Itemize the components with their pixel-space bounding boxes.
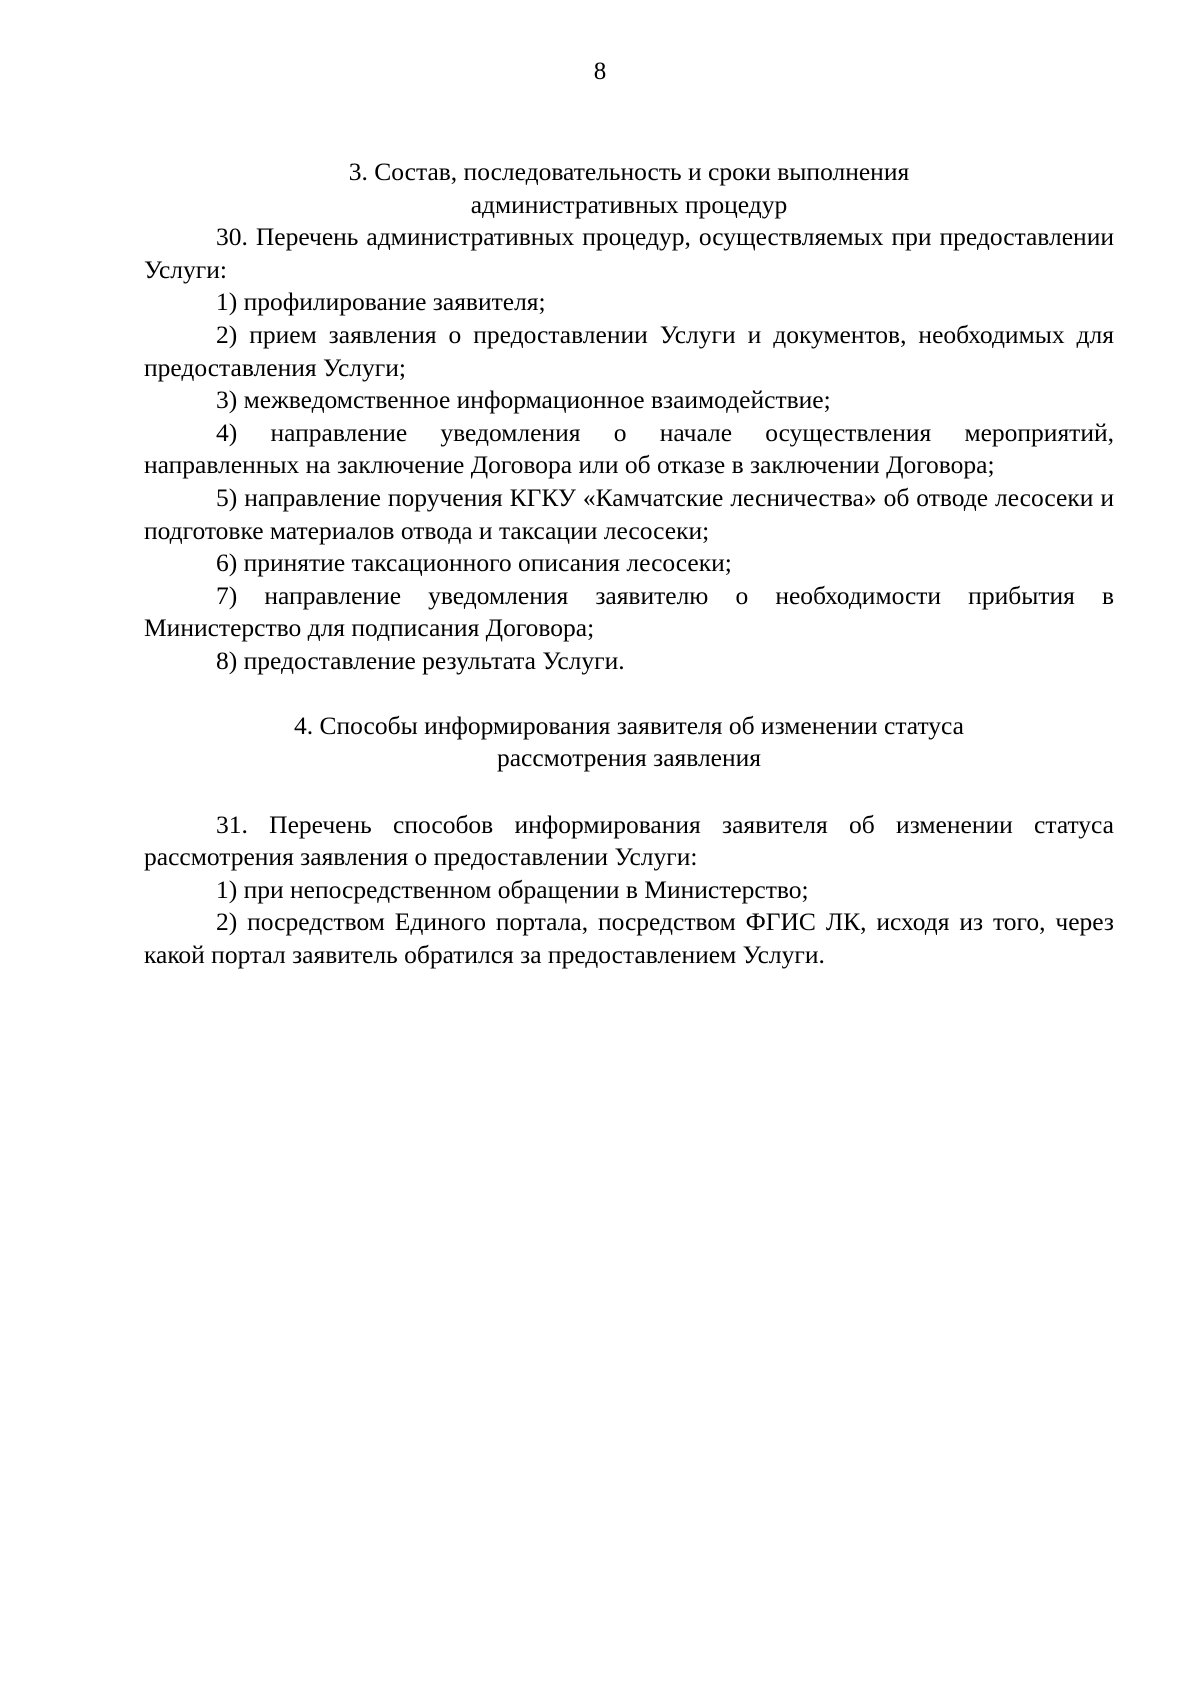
list-item: 2) прием заявления о предоставлении Услуги и документов, необходимых для предоставления Услуги; [144,319,1114,382]
section-4-heading-line-1: 4. Способы информирования заявителя об изменении статуса [294,710,964,740]
list-item: 6) принятие таксационного описания лесосеки; [216,548,732,578]
spacer [144,678,1114,710]
list-item: 8) предоставление результата Услуги. [216,645,625,675]
paragraph-31: 31. Перечень способов информирования заявителя об изменении статуса рассмотрения заявления о предоставлении Услуги: [144,809,1114,872]
list-item: 5) направление поручения КГКУ «Камчатские лесничества» об отводе лесосеки и подготовке материалов отвода и таксации лесосеки; [144,482,1114,545]
document-body [144,156,1114,972]
list-item: 4) направление уведомления о начале осуществления мероприятий, направленных на заключение Договора или об отказе в заключении Договора; [144,417,1114,480]
list-item: 2) посредством Единого портала, посредством ФГИС ЛК, исходя из того, через какой портал заявитель обратился за предоставлением Услуги. [144,907,1114,970]
list-item: 7) направление уведомления заявителю о необходимости прибытия в Министерство для подписания Договора; [144,580,1114,643]
section-4-heading [144,710,1114,775]
list-item: 3) межведомственное информационное взаимодействие; [216,385,831,415]
section-3-heading-line-2: административных процедур [470,189,788,219]
page-number: 8 [593,58,607,85]
list-item: 1) при непосредственном обращении в Министерство; [216,874,809,904]
section-4-heading-line-2: рассмотрения заявления [496,743,762,773]
section-3-heading-line-1: 3. Состав, последовательность и сроки выполнения [348,157,910,186]
section-3-heading [144,156,1114,221]
paragraph-30: 30. Перечень административных процедур, осуществляемых при предоставлении Услуги: [144,222,1114,284]
spacer [144,775,1114,809]
list-item: 1) профилирование заявителя; [216,287,546,317]
